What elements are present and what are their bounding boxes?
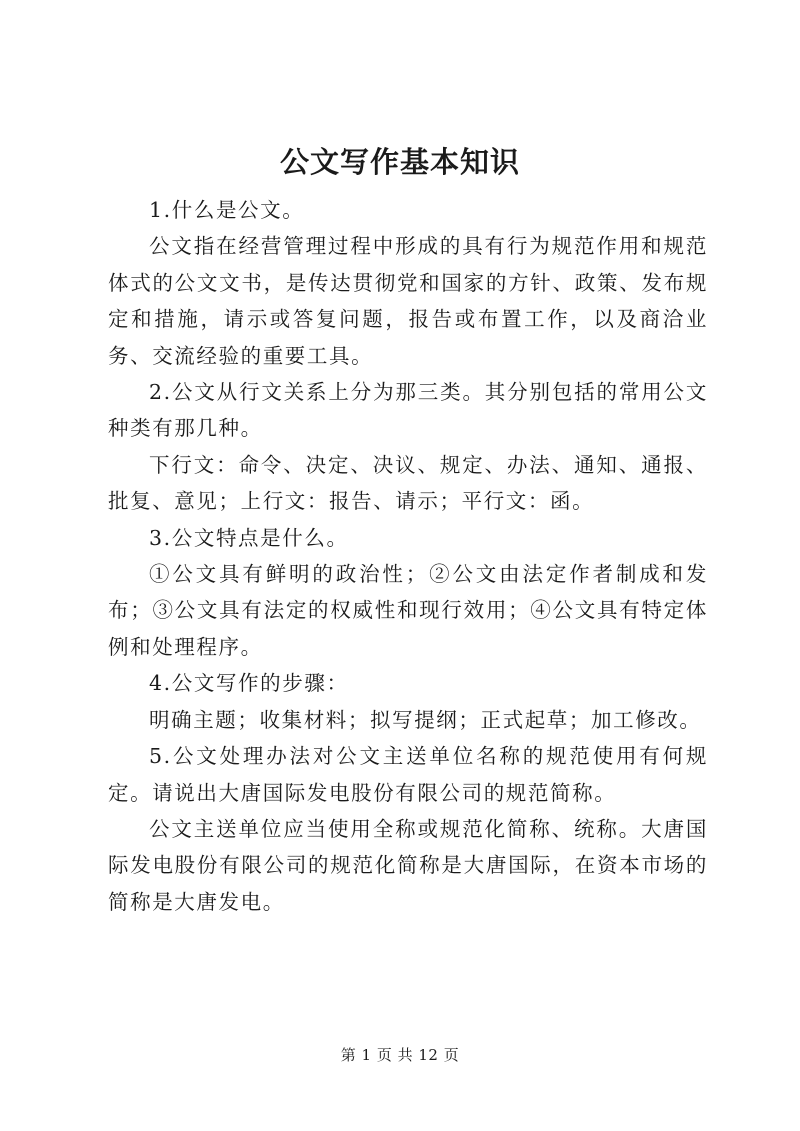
- paragraph: 2.公文从行文关系上分为那三类。其分别包括的常用公文种类有那几种。: [108, 380, 708, 441]
- paragraph: ①公文具有鲜明的政治性；②公文由法定作者制成和发布；③公文具有法定的权威性和现行效用；④公文具有特定体例和处理程序。: [108, 562, 708, 659]
- paragraph: 1.什么是公文。: [149, 198, 305, 222]
- paragraph: 明确主题；收集材料；拟写提纲；正式起草；加工修改。: [149, 707, 702, 732]
- paragraph: 4.公文写作的步骤：: [149, 671, 349, 696]
- page-indicator: 第 1 页 共 12 页: [340, 1046, 460, 1064]
- document-body: [108, 192, 708, 920]
- paragraph: 5.公文处理办法对公文主送单位名称的规范使用有何规定。请说出大唐国际发电股份有限公司的规范简称。: [108, 744, 708, 805]
- document-title: 公文写作基本知识: [279, 145, 520, 179]
- paragraph: 3.公文特点是什么。: [149, 525, 349, 550]
- paragraph: 下行文：命令、决定、决议、规定、办法、通知、通报、批复、意见；上行文：报告、请示；平行文：函。: [108, 452, 708, 514]
- paragraph: 公文指在经营管理过程中形成的具有行为规范作用和规范体式的公文文书，是传达贯彻党和国家的方针、政策、发布规定和措施，请示或答复问题，报告或布置工作，以及商洽业务、交流经验的重要工具。: [108, 234, 708, 368]
- paragraph: 公文主送单位应当使用全称或规范化简称、统称。大唐国际发电股份有限公司的规范化简称是大唐国际，在资本市场的简称是大唐发电。: [108, 816, 708, 914]
